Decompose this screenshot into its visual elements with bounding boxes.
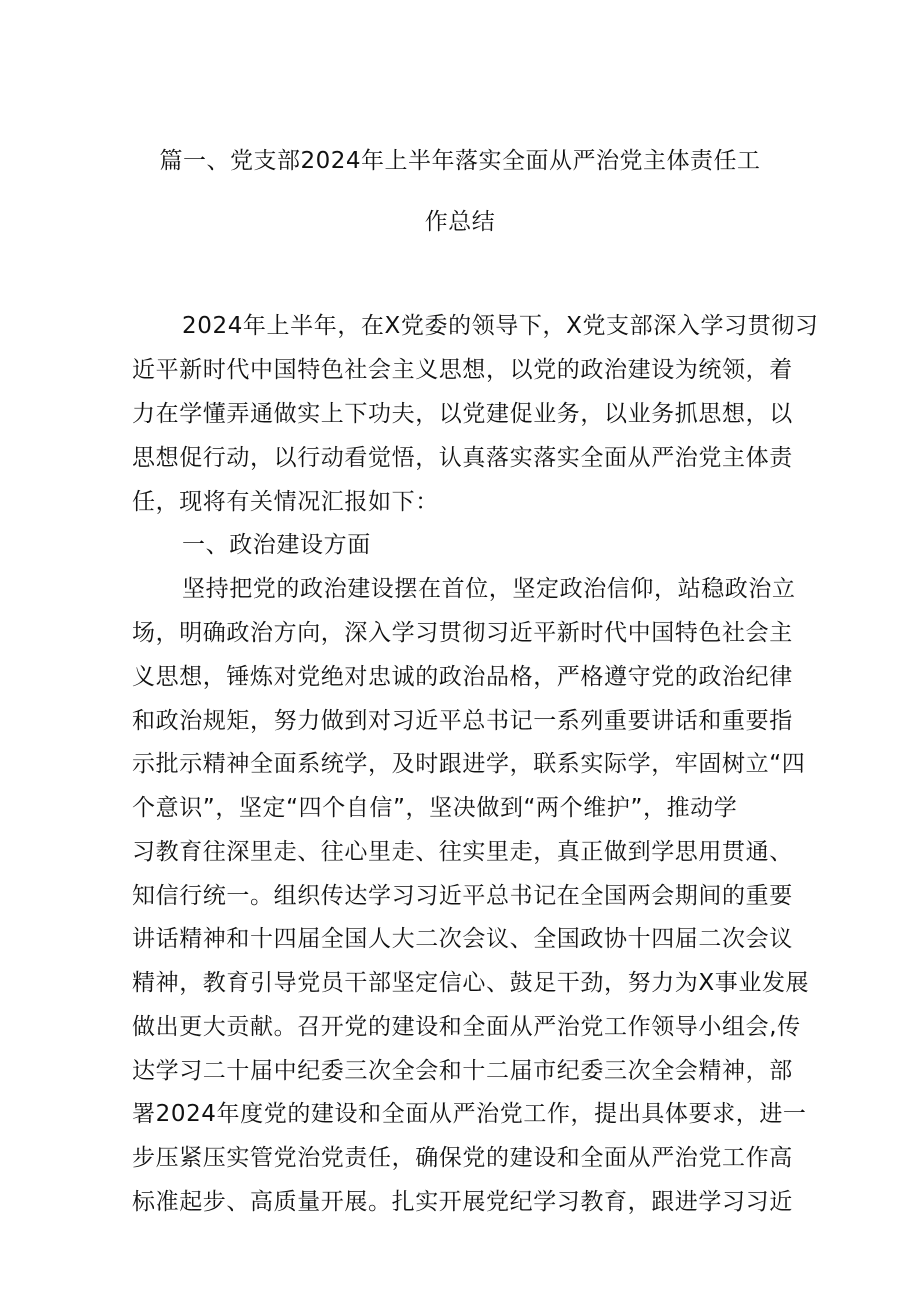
body-line: 场，明确政治方向，深入学习贯彻习近平新时代中国特色社会主 — [132, 620, 793, 646]
body-line: 标准起步、高质量开展。扎实开展党纪学习教育，跟进学习习近 — [132, 1189, 793, 1215]
body-line: 2024年上半年，在X党委的领导下，X党支部深入学习贯彻习 — [182, 313, 819, 339]
body-line: 和政治规矩，努力做到对习近平总书记一系列重要讲话和重要指 — [132, 708, 793, 734]
document-title-line-2: 作总结 — [424, 209, 496, 235]
body-line: 讲话精神和十四届全国人大二次会议、全国政协十四届二次会议 — [132, 926, 793, 952]
body-line: 精神，教育引导党员干部坚定信心、鼓足干劲，努力为X事业发展 — [132, 970, 810, 996]
body-line: 知信行统一。组织传达学习习近平总书记在全国两会期间的重要 — [132, 883, 793, 909]
body-line: 个意识”，坚定“四个自信”，坚决做到“两个维护”，推动学 — [132, 795, 738, 821]
body-line: 达学习二十届中纪委三次全会和十二届市纪委三次全会精神，部 — [132, 1058, 793, 1084]
document-title-line-1: 篇一、党支部2024年上半年落实全面从严治党主体责任工 — [159, 148, 761, 174]
body-line: 步压紧压实管党治党责任，确保党的建设和全面从严治党工作高 — [132, 1145, 793, 1171]
body-line: 思想促行动，以行动看觉悟，认真落实落实全面从严治党主体责 — [132, 445, 793, 471]
body-line: 做出更大贡献。召开党的建设和全面从严治党工作领导小组会,传 — [132, 1014, 801, 1040]
body-line: 坚持把党的政治建设摆在首位，坚定政治信仰，站稳政治立 — [182, 576, 796, 602]
body-line: 习教育往深里走、往心里走、往实里走，真正做到学思用贯通、 — [132, 839, 793, 865]
body-line: 义思想，锤炼对党绝对忠诚的政治品格，严格遵守党的政治纪律 — [132, 664, 793, 690]
section-heading: 一、政治建设方面 — [182, 532, 371, 558]
body-line: 任，现将有关情况汇报如下： — [132, 489, 439, 515]
body-line: 近平新时代中国特色社会主义思想，以党的政治建设为统领，着 — [132, 357, 793, 383]
body-line: 署2024年度党的建设和全面从严治党工作，提出具体要求，进一 — [132, 1101, 807, 1127]
body-line: 示批示精神全面系统学，及时跟进学，联系实际学，牢固树立“四 — [132, 751, 806, 777]
body-line: 力在学懂弄通做实上下功夫，以党建促业务，以业务抓思想，以 — [132, 401, 793, 427]
